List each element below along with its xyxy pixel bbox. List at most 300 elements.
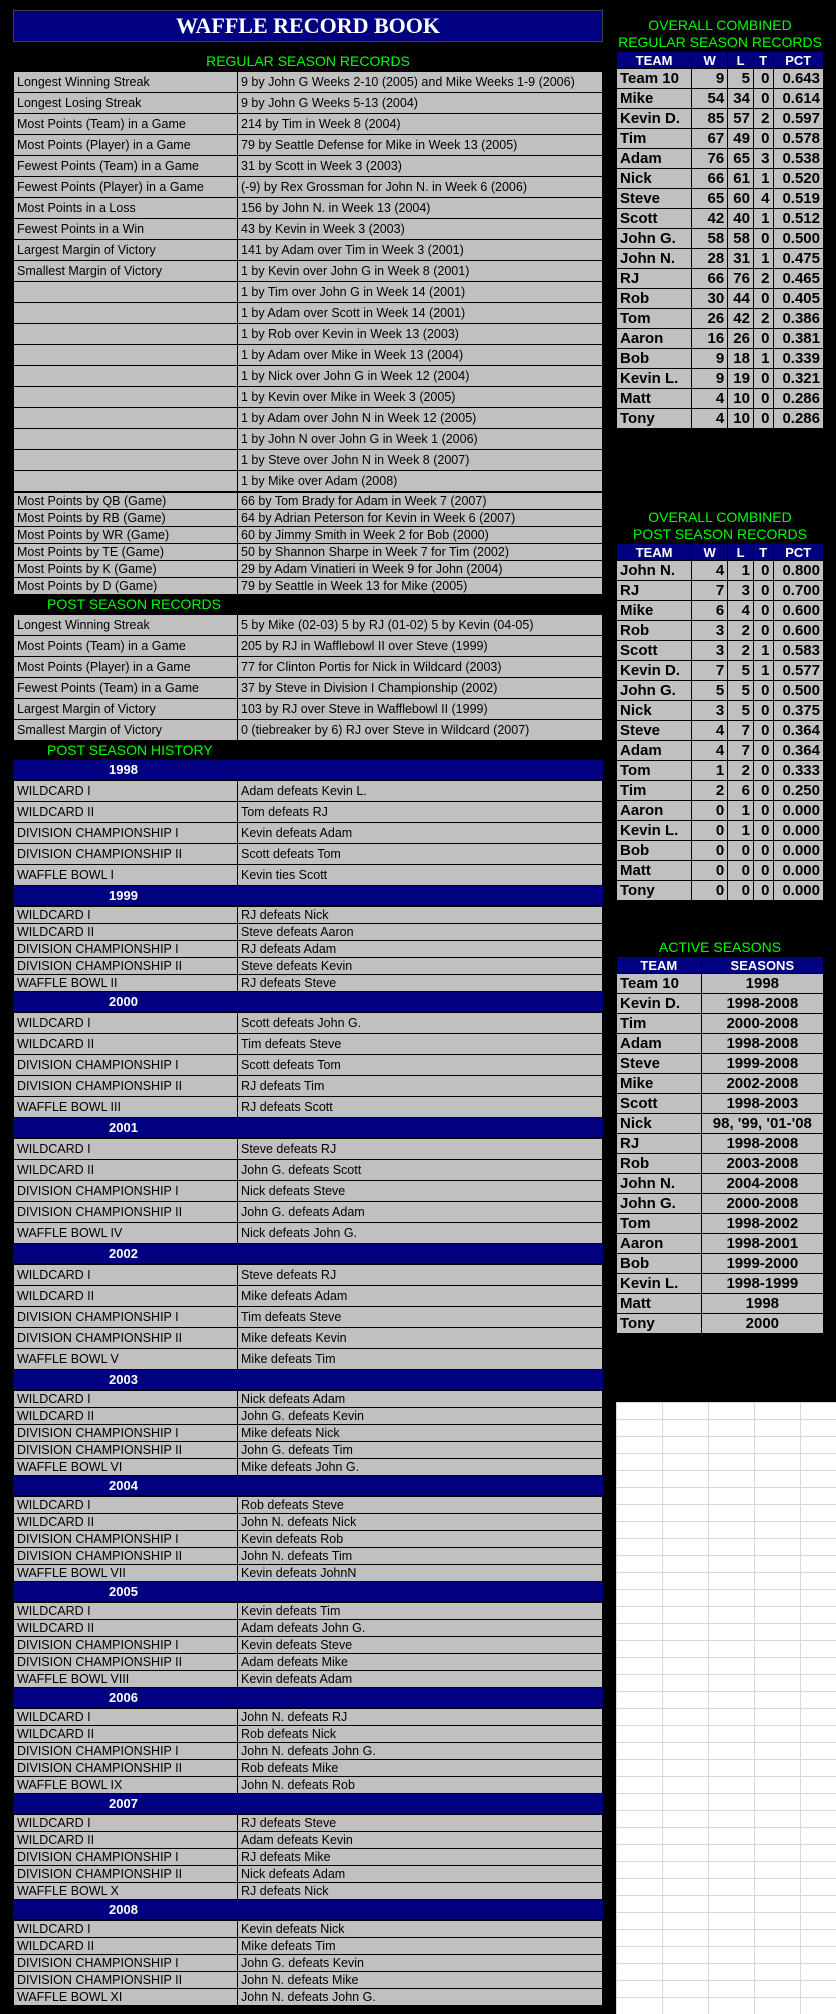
record-value: 60 by Jimmy Smith in Week 2 for Bob (2000) xyxy=(238,527,603,544)
game-result: Rob defeats Steve xyxy=(238,1497,603,1514)
game-result: Kevin defeats Nick xyxy=(238,1921,603,1938)
team-name: John N. xyxy=(617,249,692,269)
position-records-table xyxy=(13,492,603,595)
regular-standings-row xyxy=(617,309,824,329)
regular-standings-w: 4 xyxy=(692,409,728,429)
record-category: Most Points (Team) in a Game xyxy=(14,114,238,135)
team-name: Nick xyxy=(617,701,692,721)
history-game-row xyxy=(14,802,603,823)
history-game-row xyxy=(14,781,603,802)
post-standings-w: 2 xyxy=(692,781,728,801)
game-result: Nick defeats Adam xyxy=(238,1866,603,1883)
game-round: WILDCARD I xyxy=(14,781,238,802)
game-result: Mike defeats Adam xyxy=(238,1286,603,1307)
record-value: 29 by Adam Vinatieri in Week 9 for John (2004) xyxy=(238,561,603,578)
regular-standings-w: 9 xyxy=(692,369,728,389)
game-result: RJ defeats Tim xyxy=(238,1076,603,1097)
team-name: Kevin D. xyxy=(617,109,692,129)
post-standings-t: 0 xyxy=(753,721,773,741)
regular-standings-pct: 0.321 xyxy=(773,369,824,389)
post-record-row xyxy=(14,720,603,741)
history-game-row xyxy=(14,1565,603,1582)
history-table-2002 xyxy=(13,1264,603,1370)
left-panel xyxy=(13,10,603,2006)
regular-standings-table xyxy=(616,51,824,429)
post-standings-w: 4 xyxy=(692,741,728,761)
active-seasons-seasons: 1998-2008 xyxy=(701,1034,823,1054)
active-seasons-row xyxy=(617,994,824,1014)
record-category: Fewest Points (Player) in a Game xyxy=(14,177,238,198)
record-value: 0 (tiebreaker by 6) RJ over Steve in Wildcard (2007) xyxy=(238,720,603,741)
regular-standings-l: 10 xyxy=(728,409,754,429)
regular-standings-w: 66 xyxy=(692,269,728,289)
post-standings-row xyxy=(617,581,824,601)
team-name: Tom xyxy=(617,761,692,781)
history-table-1999 xyxy=(13,906,603,992)
regular-standings-t: 0 xyxy=(753,329,773,349)
game-result: Scott defeats Tom xyxy=(238,844,603,865)
active-seasons-row xyxy=(617,1194,824,1214)
regular-standings-pct: 0.386 xyxy=(773,309,824,329)
team-name: Matt xyxy=(617,389,692,409)
post-standings-pct: 0.500 xyxy=(773,681,824,701)
game-round: WAFFLE BOWL III xyxy=(14,1097,238,1118)
game-result: RJ defeats Nick xyxy=(238,907,603,924)
history-table-2003 xyxy=(13,1390,603,1476)
regular-standings-pct: 0.578 xyxy=(773,129,824,149)
active-seasons-col-team: TEAM xyxy=(617,957,702,974)
history-game-row xyxy=(14,1425,603,1442)
regular-standings-t: 0 xyxy=(753,229,773,249)
regular-standings-t: 0 xyxy=(753,129,773,149)
post-standings-t: 0 xyxy=(753,561,773,581)
game-round: WAFFLE BOWL IV xyxy=(14,1223,238,1244)
post-standings-t: 0 xyxy=(753,881,773,901)
history-game-row xyxy=(14,941,603,958)
active-seasons-row xyxy=(617,1214,824,1234)
regular-standings-w: 30 xyxy=(692,289,728,309)
history-game-row xyxy=(14,865,603,886)
team-name: Steve xyxy=(617,1054,702,1074)
record-category: Most Points by WR (Game) xyxy=(14,527,238,544)
history-game-row xyxy=(14,1286,603,1307)
history-game-row xyxy=(14,1202,603,1223)
regular-record-row xyxy=(14,156,603,177)
team-name: Tom xyxy=(617,1214,702,1234)
game-round: WAFFLE BOWL V xyxy=(14,1349,238,1370)
history-game-row xyxy=(14,1328,603,1349)
regular-standings-l: 60 xyxy=(728,189,754,209)
regular-record-row xyxy=(14,366,603,387)
record-category: Most Points by D (Game) xyxy=(14,578,238,595)
post-standings-pct: 0.000 xyxy=(773,841,824,861)
regular-record-row xyxy=(14,261,603,282)
regular-standings-l: 10 xyxy=(728,389,754,409)
post-standings-row xyxy=(617,841,824,861)
game-round: WILDCARD II xyxy=(14,1034,238,1055)
game-result: RJ defeats Mike xyxy=(238,1849,603,1866)
record-category: Fewest Points (Team) in a Game xyxy=(14,678,238,699)
post-standings-pct: 0.583 xyxy=(773,641,824,661)
post-standings-pct: 0.700 xyxy=(773,581,824,601)
regular-standings-title-2: REGULAR SEASON RECORDS xyxy=(618,34,822,50)
history-game-row xyxy=(14,1921,603,1938)
team-name: Tim xyxy=(617,781,692,801)
team-name: Nick xyxy=(617,1114,702,1134)
regular-standings-row xyxy=(617,189,824,209)
regular-standings-row xyxy=(617,289,824,309)
game-round: DIVISION CHAMPIONSHIP II xyxy=(14,1442,238,1459)
record-category xyxy=(14,471,238,492)
regular-standings-l: 26 xyxy=(728,329,754,349)
history-game-row xyxy=(14,1938,603,1955)
game-round: WILDCARD II xyxy=(14,1408,238,1425)
position-record-row xyxy=(14,561,603,578)
game-result: Nick defeats Adam xyxy=(238,1391,603,1408)
regular-standings-pct: 0.519 xyxy=(773,189,824,209)
game-round: DIVISION CHAMPIONSHIP I xyxy=(14,1637,238,1654)
game-round: DIVISION CHAMPIONSHIP I xyxy=(14,1955,238,1972)
history-game-row xyxy=(14,1760,603,1777)
record-category: Most Points by K (Game) xyxy=(14,561,238,578)
post-standings-pct: 0.364 xyxy=(773,741,824,761)
game-result: Steve defeats RJ xyxy=(238,1265,603,1286)
game-result: Tim defeats Steve xyxy=(238,1034,603,1055)
active-seasons-seasons: 2000-2008 xyxy=(701,1014,823,1034)
game-result: RJ defeats Steve xyxy=(238,1815,603,1832)
history-game-row xyxy=(14,1637,603,1654)
post-standings-pct: 0.333 xyxy=(773,761,824,781)
post-standings-w: 4 xyxy=(692,721,728,741)
game-result: Kevin defeats Steve xyxy=(238,1637,603,1654)
game-result: RJ defeats Steve xyxy=(238,975,603,992)
post-standings-row xyxy=(617,721,824,741)
post-standings-t: 1 xyxy=(753,661,773,681)
game-round: WILDCARD I xyxy=(14,907,238,924)
game-result: Mike defeats Tim xyxy=(238,1349,603,1370)
regular-standings-row xyxy=(617,149,824,169)
regular-standings-pct: 0.500 xyxy=(773,229,824,249)
active-seasons-col-seasons: SEASONS xyxy=(701,957,823,974)
regular-record-row xyxy=(14,345,603,366)
post-standings-l: 6 xyxy=(728,781,754,801)
regular-record-row xyxy=(14,408,603,429)
history-table-2000 xyxy=(13,1012,603,1118)
regular-standings-t: 4 xyxy=(753,189,773,209)
history-game-row xyxy=(14,1671,603,1688)
game-result: Mike defeats John G. xyxy=(238,1459,603,1476)
record-value: 9 by John G Weeks 5-13 (2004) xyxy=(238,93,603,114)
history-game-row xyxy=(14,844,603,865)
post-standings-w: 0 xyxy=(692,821,728,841)
post-standings-row xyxy=(617,861,824,881)
team-name: Steve xyxy=(617,189,692,209)
post-standings-title-1: OVERALL COMBINED xyxy=(648,509,792,525)
record-category xyxy=(14,303,238,324)
regular-record-row xyxy=(14,72,603,93)
post-standings-l: 1 xyxy=(728,801,754,821)
team-name: Kevin L. xyxy=(617,821,692,841)
regular-standings-row xyxy=(617,169,824,189)
game-result: John N. defeats RJ xyxy=(238,1709,603,1726)
history-year-2007: 2007 xyxy=(13,1794,603,1814)
record-category xyxy=(14,450,238,471)
regular-season-header: REGULAR SEASON RECORDS xyxy=(206,53,410,69)
record-value: 43 by Kevin in Week 3 (2003) xyxy=(238,219,603,240)
regular-standings-w: 16 xyxy=(692,329,728,349)
history-game-row xyxy=(14,1034,603,1055)
regular-standings-w: 76 xyxy=(692,149,728,169)
history-game-row xyxy=(14,1866,603,1883)
active-seasons-row xyxy=(617,1294,824,1314)
game-round: DIVISION CHAMPIONSHIP I xyxy=(14,823,238,844)
post-standings-pct: 0.800 xyxy=(773,561,824,581)
position-record-row xyxy=(14,510,603,527)
regular-standings-col-pct: PCT xyxy=(773,52,824,69)
post-standings-row xyxy=(617,621,824,641)
regular-standings-t: 3 xyxy=(753,149,773,169)
team-name: Adam xyxy=(617,149,692,169)
regular-record-row xyxy=(14,114,603,135)
regular-standings-t: 0 xyxy=(753,389,773,409)
regular-record-row xyxy=(14,177,603,198)
active-seasons-row xyxy=(617,1274,824,1294)
regular-standings-w: 85 xyxy=(692,109,728,129)
history-game-row xyxy=(14,1603,603,1620)
regular-standings-w: 9 xyxy=(692,349,728,369)
record-value: 5 by Mike (02-03) 5 by RJ (01-02) 5 by Kevin (04-05) xyxy=(238,615,603,636)
game-round: WAFFLE BOWL II xyxy=(14,975,238,992)
game-result: Mike defeats Nick xyxy=(238,1425,603,1442)
regular-standings-l: 42 xyxy=(728,309,754,329)
regular-standings-l: 57 xyxy=(728,109,754,129)
regular-standings-pct: 0.286 xyxy=(773,389,824,409)
regular-standings-w: 67 xyxy=(692,129,728,149)
history-game-row xyxy=(14,1055,603,1076)
game-round: DIVISION CHAMPIONSHIP II xyxy=(14,1654,238,1671)
game-result: John N. defeats Tim xyxy=(238,1548,603,1565)
post-standings-pct: 0.000 xyxy=(773,821,824,841)
record-value: 1 by Kevin over John G in Week 8 (2001) xyxy=(238,261,603,282)
game-result: Steve defeats RJ xyxy=(238,1139,603,1160)
history-game-row xyxy=(14,1459,603,1476)
regular-standings-t: 0 xyxy=(753,69,773,89)
regular-standings-row xyxy=(617,389,824,409)
history-game-row xyxy=(14,823,603,844)
record-value: 1 by Adam over John N in Week 12 (2005) xyxy=(238,408,603,429)
game-result: Scott defeats John G. xyxy=(238,1013,603,1034)
regular-standings-col-t: T xyxy=(753,52,773,69)
team-name: Adam xyxy=(617,1034,702,1054)
regular-standings-w: 66 xyxy=(692,169,728,189)
history-game-row xyxy=(14,1497,603,1514)
regular-standings-t: 1 xyxy=(753,249,773,269)
active-seasons-seasons: 1998-2003 xyxy=(701,1094,823,1114)
history-game-row xyxy=(14,1181,603,1202)
post-standings-col-l: L xyxy=(728,544,754,561)
history-table-2004 xyxy=(13,1496,603,1582)
history-game-row xyxy=(14,1620,603,1637)
post-standings-pct: 0.577 xyxy=(773,661,824,681)
post-standings-pct: 0.250 xyxy=(773,781,824,801)
team-name: John N. xyxy=(617,1174,702,1194)
record-category: Most Points in a Loss xyxy=(14,198,238,219)
record-category: Fewest Points in a Win xyxy=(14,219,238,240)
game-round: DIVISION CHAMPIONSHIP II xyxy=(14,1202,238,1223)
post-standings-t: 0 xyxy=(753,681,773,701)
game-round: DIVISION CHAMPIONSHIP I xyxy=(14,941,238,958)
post-standings-row xyxy=(617,701,824,721)
regular-standings-t: 2 xyxy=(753,309,773,329)
record-value: 205 by RJ in Wafflebowl II over Steve (1999) xyxy=(238,636,603,657)
game-result: RJ defeats Nick xyxy=(238,1883,603,1900)
post-standings-l: 4 xyxy=(728,601,754,621)
post-standings-row xyxy=(617,761,824,781)
regular-standings-w: 54 xyxy=(692,89,728,109)
record-category xyxy=(14,324,238,345)
post-standings-t: 0 xyxy=(753,861,773,881)
regular-standings-w: 42 xyxy=(692,209,728,229)
regular-standings-l: 19 xyxy=(728,369,754,389)
active-seasons-seasons: 2000 xyxy=(701,1314,823,1334)
post-standings-t: 0 xyxy=(753,741,773,761)
post-standings-t: 0 xyxy=(753,621,773,641)
post-record-row xyxy=(14,699,603,720)
history-game-row xyxy=(14,1777,603,1794)
position-record-row xyxy=(14,493,603,510)
active-seasons-row xyxy=(617,1114,824,1134)
regular-standings-row xyxy=(617,229,824,249)
post-record-row xyxy=(14,657,603,678)
history-game-row xyxy=(14,1349,603,1370)
post-standings-w: 3 xyxy=(692,621,728,641)
post-standings-row xyxy=(617,801,824,821)
team-name: John N. xyxy=(617,561,692,581)
history-game-row xyxy=(14,1097,603,1118)
history-game-row xyxy=(14,1726,603,1743)
post-standings-col-pct: PCT xyxy=(773,544,824,561)
post-standings-w: 4 xyxy=(692,561,728,581)
record-value: 103 by RJ over Steve in Wafflebowl II (1999) xyxy=(238,699,603,720)
record-value: 66 by Tom Brady for Adam in Week 7 (2007) xyxy=(238,493,603,510)
team-name: Team 10 xyxy=(617,974,702,994)
record-value: 1 by Mike over Adam (2008) xyxy=(238,471,603,492)
post-standings-row xyxy=(617,561,824,581)
post-standings-l: 0 xyxy=(728,861,754,881)
regular-standings-t: 0 xyxy=(753,409,773,429)
regular-record-row xyxy=(14,324,603,345)
regular-record-row xyxy=(14,471,603,492)
game-round: WILDCARD I xyxy=(14,1139,238,1160)
team-name: Rob xyxy=(617,621,692,641)
post-standings-t: 0 xyxy=(753,701,773,721)
regular-standings-l: 18 xyxy=(728,349,754,369)
position-record-row xyxy=(14,527,603,544)
game-round: DIVISION CHAMPIONSHIP II xyxy=(14,1548,238,1565)
game-round: WILDCARD I xyxy=(14,1391,238,1408)
team-name: RJ xyxy=(617,269,692,289)
record-category: Largest Margin of Victory xyxy=(14,699,238,720)
record-value: 79 by Seattle Defense for Mike in Week 13 (2005) xyxy=(238,135,603,156)
record-value: 1 by Adam over Mike in Week 13 (2004) xyxy=(238,345,603,366)
game-result: John G. defeats Tim xyxy=(238,1442,603,1459)
post-standings-t: 0 xyxy=(753,601,773,621)
game-result: Tim defeats Steve xyxy=(238,1307,603,1328)
game-result: Mike defeats Kevin xyxy=(238,1328,603,1349)
game-round: WAFFLE BOWL IX xyxy=(14,1777,238,1794)
game-result: Mike defeats Tim xyxy=(238,1938,603,1955)
active-seasons-row xyxy=(617,1054,824,1074)
team-name: Mike xyxy=(617,1074,702,1094)
record-value: 1 by Nick over John G in Week 12 (2004) xyxy=(238,366,603,387)
history-year-2001: 2001 xyxy=(13,1118,603,1138)
history-game-row xyxy=(14,1391,603,1408)
game-result: Kevin ties Scott xyxy=(238,865,603,886)
history-game-row xyxy=(14,1955,603,1972)
post-standings-col-team: TEAM xyxy=(617,544,692,561)
post-standings-w: 5 xyxy=(692,681,728,701)
game-round: WILDCARD I xyxy=(14,1265,238,1286)
post-standings-l: 0 xyxy=(728,881,754,901)
post-standings-w: 0 xyxy=(692,861,728,881)
record-value: 1 by Tim over John G in Week 14 (2001) xyxy=(238,282,603,303)
active-seasons-seasons: 1999-2000 xyxy=(701,1254,823,1274)
regular-standings-l: 76 xyxy=(728,269,754,289)
game-round: WAFFLE BOWL I xyxy=(14,865,238,886)
post-standings-w: 7 xyxy=(692,581,728,601)
regular-standings-w: 26 xyxy=(692,309,728,329)
regular-record-row xyxy=(14,93,603,114)
regular-standings-row xyxy=(617,349,824,369)
regular-record-row xyxy=(14,198,603,219)
post-standings-t: 0 xyxy=(753,841,773,861)
game-round: DIVISION CHAMPIONSHIP II xyxy=(14,1760,238,1777)
team-name: Scott xyxy=(617,209,692,229)
history-game-row xyxy=(14,1307,603,1328)
regular-record-row xyxy=(14,303,603,324)
record-value: 1 by Steve over John N in Week 8 (2007) xyxy=(238,450,603,471)
game-round: DIVISION CHAMPIONSHIP II xyxy=(14,1328,238,1349)
team-name: Aaron xyxy=(617,1234,702,1254)
history-game-row xyxy=(14,1654,603,1671)
record-category: Most Points by QB (Game) xyxy=(14,493,238,510)
post-standings-row xyxy=(617,881,824,901)
team-name: RJ xyxy=(617,581,692,601)
record-category: Most Points (Team) in a Game xyxy=(14,636,238,657)
team-name: Team 10 xyxy=(617,69,692,89)
regular-standings-pct: 0.286 xyxy=(773,409,824,429)
record-value: 214 by Tim in Week 8 (2004) xyxy=(238,114,603,135)
post-standings-l: 5 xyxy=(728,681,754,701)
record-category xyxy=(14,282,238,303)
regular-standings-pct: 0.405 xyxy=(773,289,824,309)
regular-standings-t: 0 xyxy=(753,289,773,309)
empty-spreadsheet-grid xyxy=(616,1402,836,2014)
game-round: WILDCARD I xyxy=(14,1497,238,1514)
active-seasons-row xyxy=(617,1034,824,1054)
history-game-row xyxy=(14,975,603,992)
record-value: 79 by Seattle in Week 13 for Mike (2005) xyxy=(238,578,603,595)
regular-standings-row xyxy=(617,269,824,289)
post-standings-table xyxy=(616,543,824,901)
post-standings-pct: 0.600 xyxy=(773,621,824,641)
game-round: WILDCARD II xyxy=(14,802,238,823)
active-seasons-seasons: 2002-2008 xyxy=(701,1074,823,1094)
record-category: Most Points by RB (Game) xyxy=(14,510,238,527)
regular-standings-row xyxy=(617,129,824,149)
history-game-row xyxy=(14,924,603,941)
active-seasons-seasons: 2000-2008 xyxy=(701,1194,823,1214)
